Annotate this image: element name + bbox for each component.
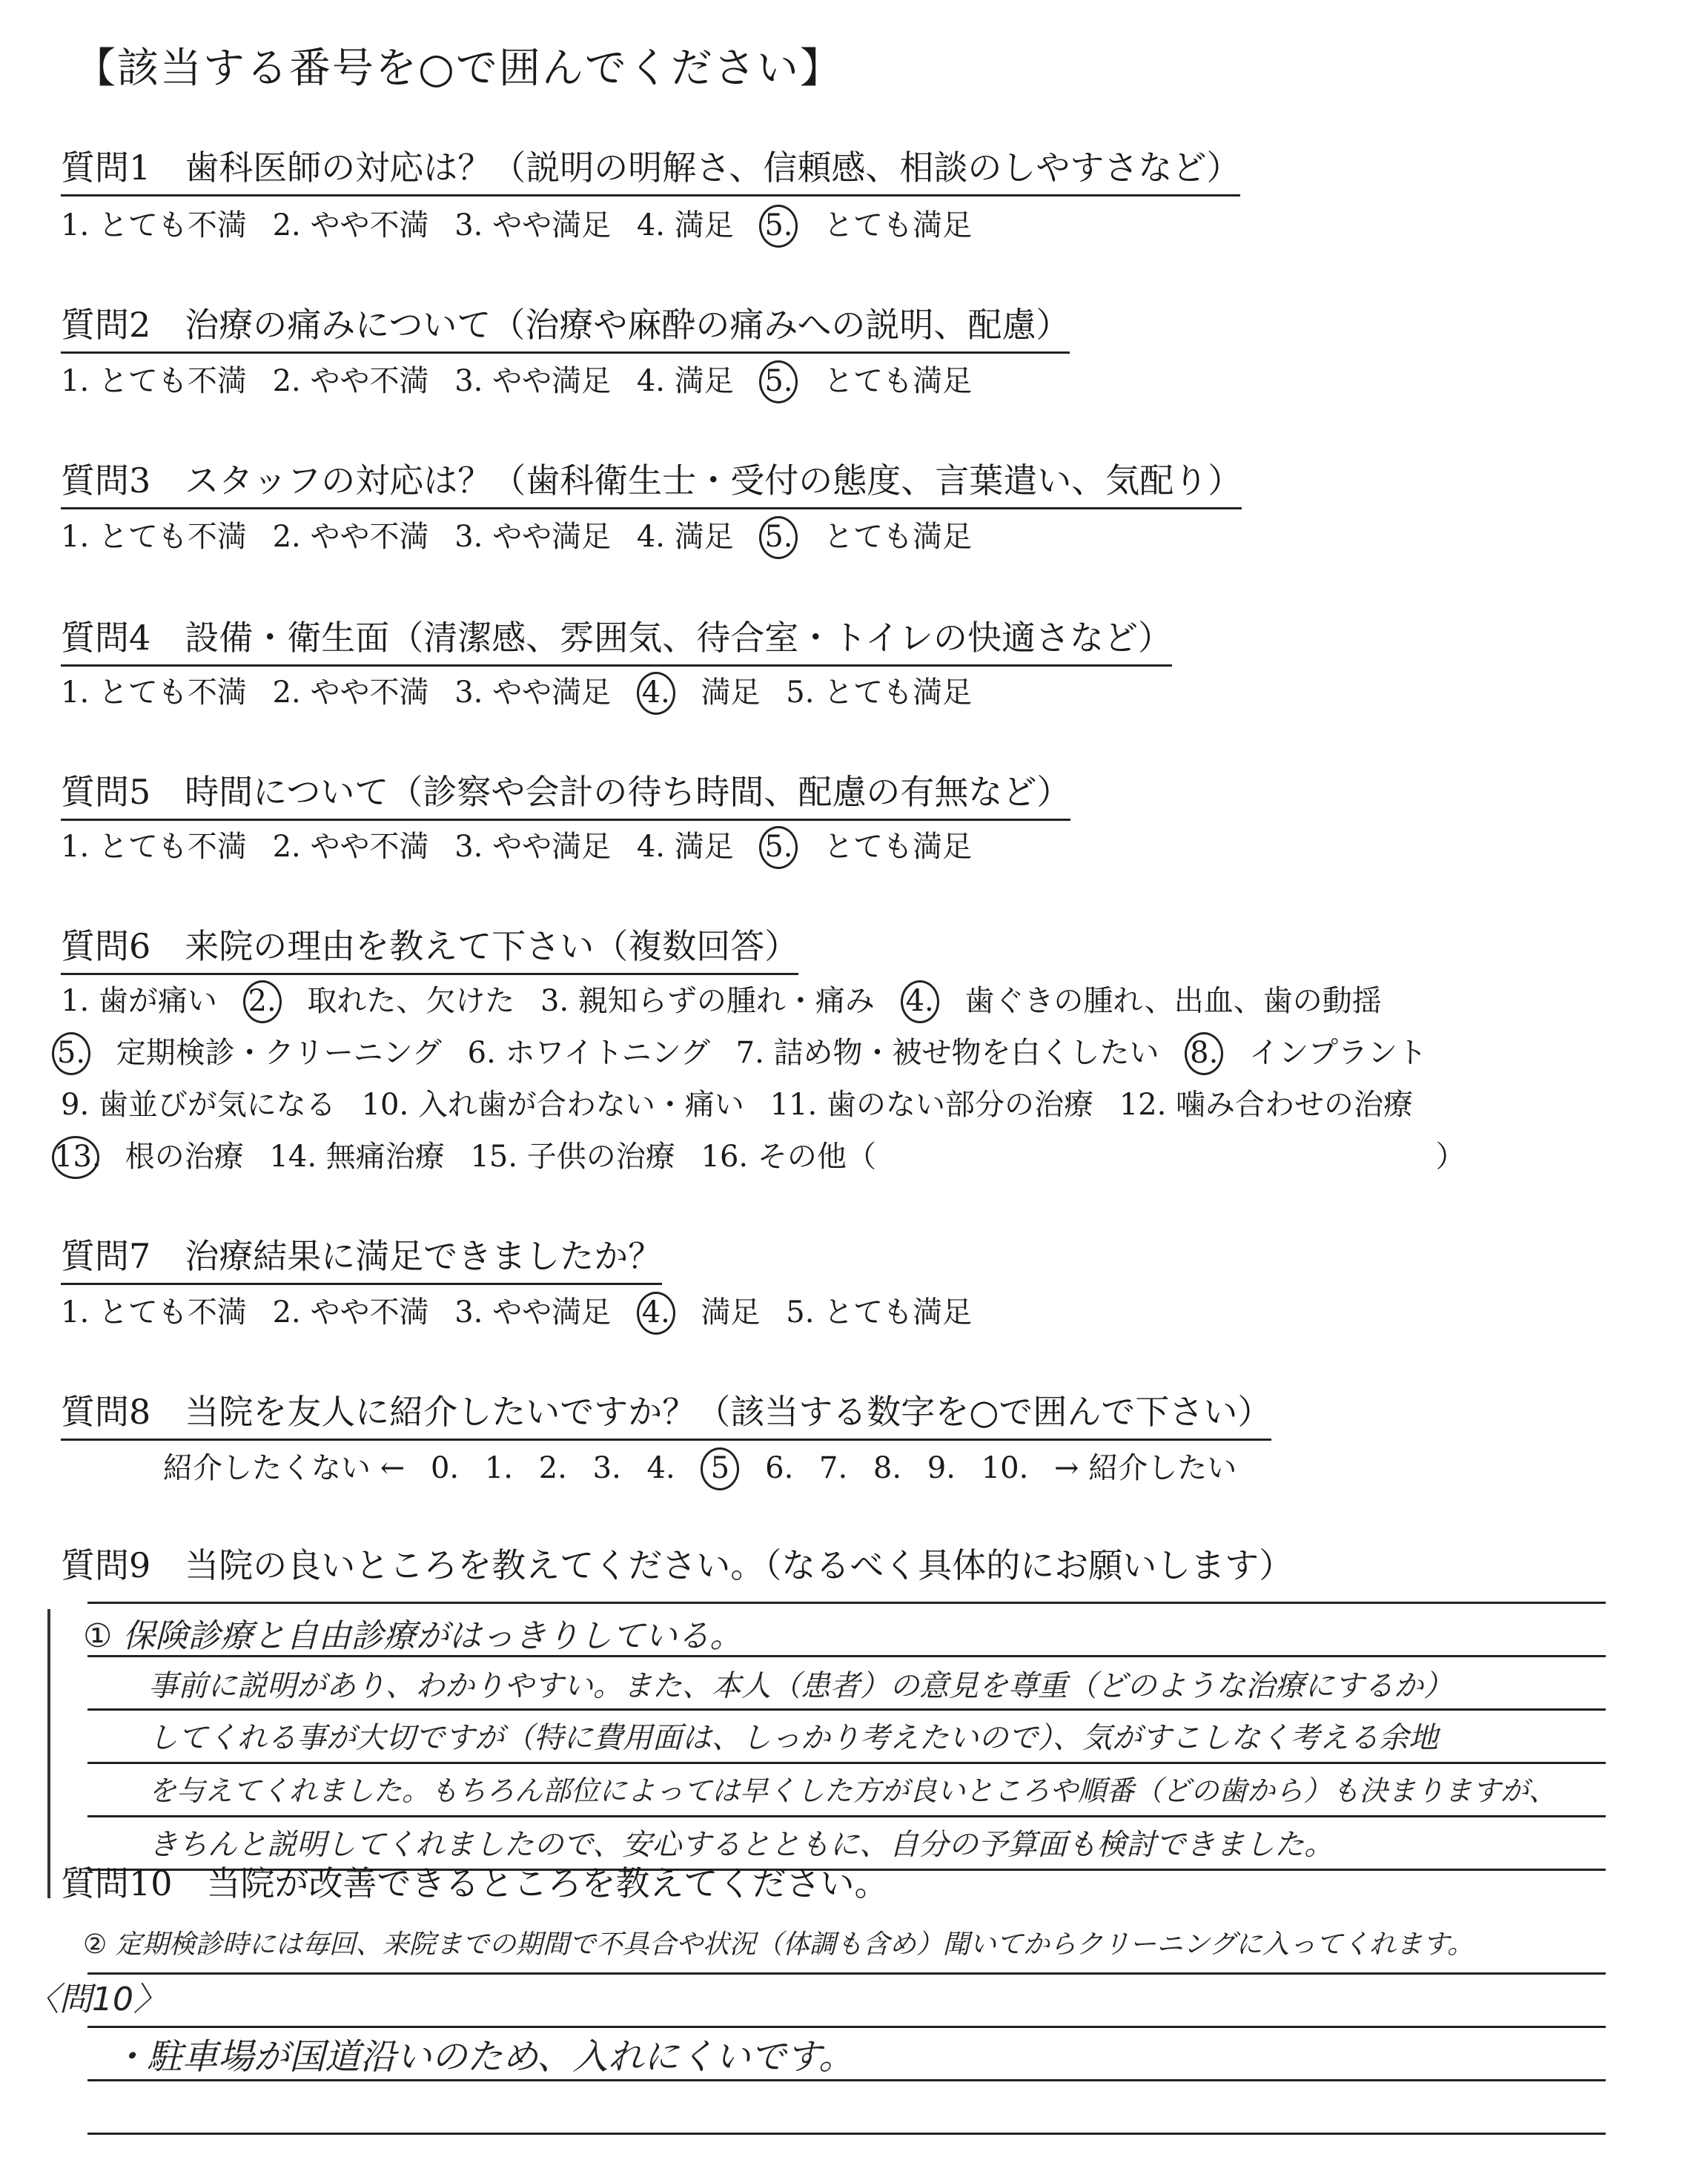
q4-option-4-circled[interactable]: 4. xyxy=(637,672,675,715)
q6-option-4-circled[interactable]: 4. xyxy=(901,980,939,1023)
question-6-row-2 xyxy=(52,1029,1443,1075)
q2-option-2[interactable]: 2. やや不満 xyxy=(272,364,429,398)
question-1-options xyxy=(61,202,988,248)
q8-value-2[interactable]: 2. xyxy=(538,1451,567,1485)
q2-option-4[interactable]: 4. 満足 xyxy=(636,364,734,398)
q5-option-1[interactable]: 1. とても不満 xyxy=(61,830,247,864)
q7-option-5[interactable]: 5. とても満足 xyxy=(786,1295,973,1330)
q3-option-5-label[interactable]: とても満足 xyxy=(824,520,973,554)
question-5-title: 質問5 時間について（診察や会計の待ち時間、配慮の有無など） xyxy=(61,765,1070,821)
q6-option-8-circled[interactable]: 8. xyxy=(1185,1032,1223,1075)
handwritten-bracket xyxy=(47,1609,50,1898)
q6-option-8-label[interactable]: インプラント xyxy=(1248,1036,1427,1070)
answer-line xyxy=(87,1762,1606,1764)
q10-handwritten-label: 〈問10〉 xyxy=(27,1981,166,2018)
q6-option-3[interactable]: 3. 親知らずの腫れ・痛み xyxy=(540,984,875,1018)
answer-line xyxy=(87,1602,1606,1604)
q1-option-5-label[interactable]: とても満足 xyxy=(824,208,973,242)
question-2-options xyxy=(61,357,988,403)
q1-option-3[interactable]: 3. やや満足 xyxy=(454,208,612,242)
q7-option-4-label[interactable]: 満足 xyxy=(701,1295,761,1330)
q3-option-2[interactable]: 2. やや不満 xyxy=(272,520,429,554)
question-10-title: 質問10 当院が改善できるところを教えてください。 xyxy=(61,1863,889,1903)
q2-option-5-label[interactable]: とても満足 xyxy=(824,364,973,398)
q4-option-1[interactable]: 1. とても不満 xyxy=(61,676,247,710)
q8-value-0[interactable]: 0. xyxy=(430,1451,460,1485)
q4-option-5[interactable]: 5. とても満足 xyxy=(786,676,973,710)
question-2-title: 質問2 治療の痛みについて（治療や麻酔の痛みへの説明、配慮） xyxy=(61,298,1070,354)
q9-handwritten-line-2: 事前に説明があり、わかりやすい。また、本人（患者）の意見を尊重（どのような治療にするか） xyxy=(148,1669,1453,1703)
question-7-options xyxy=(61,1289,988,1335)
q3-option-5-circled[interactable]: 5. xyxy=(759,516,798,559)
question-4-options xyxy=(61,669,988,715)
q8-value-6[interactable]: 6. xyxy=(765,1451,794,1485)
q6-option-11[interactable]: 11. 歯のない部分の治療 xyxy=(769,1088,1093,1122)
q5-option-3[interactable]: 3. やや満足 xyxy=(454,830,612,864)
q7-option-2[interactable]: 2. やや不満 xyxy=(272,1295,429,1330)
q4-option-4-label[interactable]: 満足 xyxy=(701,676,761,710)
q6-option-12[interactable]: 12. 噛み合わせの治療 xyxy=(1119,1088,1414,1122)
q3-option-4[interactable]: 4. 満足 xyxy=(636,520,734,554)
question-6-title: 質問6 来院の理由を教えて下さい（複数回答） xyxy=(61,919,798,975)
q7-option-4-circled[interactable]: 4. xyxy=(637,1292,675,1335)
q4-option-3[interactable]: 3. やや満足 xyxy=(454,676,612,710)
q6-option-16-close: ） xyxy=(1435,1140,1466,1174)
q5-option-4[interactable]: 4. 満足 xyxy=(636,830,734,864)
question-3-title: 質問3 スタッフの対応は？（歯科衛生士・受付の態度、言葉遣い、気配り） xyxy=(61,454,1242,509)
question-6-row-4 xyxy=(52,1133,1482,1179)
q7-option-3[interactable]: 3. やや満足 xyxy=(454,1295,612,1330)
question-9-title: 質問9 当院の良いところを教えてください。（なるべく具体的にお願いします） xyxy=(61,1545,1294,1585)
q3-option-1[interactable]: 1. とても不満 xyxy=(61,520,247,554)
q5-option-2[interactable]: 2. やや不満 xyxy=(272,830,429,864)
q6-option-6[interactable]: 6. ホワイトニング xyxy=(467,1036,710,1070)
question-7-title: 質問7 治療結果に満足できましたか？ xyxy=(61,1229,662,1285)
question-6-row-3 xyxy=(61,1081,1429,1123)
page-title: 【該当する番号を○で囲んでください】 xyxy=(74,44,843,93)
q8-value-3[interactable]: 3. xyxy=(592,1451,621,1485)
q8-value-8[interactable]: 8. xyxy=(873,1451,902,1485)
q3-option-3[interactable]: 3. やや満足 xyxy=(454,520,612,554)
q5-option-5-label[interactable]: とても満足 xyxy=(824,830,973,864)
q6-option-1[interactable]: 1. 歯が痛い xyxy=(61,984,217,1018)
q8-value-4[interactable]: 4. xyxy=(646,1451,675,1485)
question-1-title: 質問1 歯科医師の対応は？（説明の明解さ、信頼感、相談のしやすさなど） xyxy=(61,141,1240,196)
q2-option-5-circled[interactable]: 5. xyxy=(759,360,798,403)
q6-option-4-label[interactable]: 歯ぐきの腫れ、出血、歯の動揺 xyxy=(964,984,1382,1018)
q8-value-5-circled[interactable]: 5 xyxy=(701,1447,739,1490)
question-6-row-1 xyxy=(61,977,1398,1023)
question-3-options xyxy=(61,513,988,559)
q8-value-7[interactable]: 7. xyxy=(819,1451,848,1485)
q8-value-10[interactable]: 10. xyxy=(981,1451,1029,1485)
q6-option-5-circled[interactable]: 5. xyxy=(52,1032,90,1075)
q8-left-label: 紹介したくない ← xyxy=(163,1451,406,1485)
q7-option-1[interactable]: 1. とても不満 xyxy=(61,1295,247,1330)
q8-value-1[interactable]: 1. xyxy=(484,1451,514,1485)
q1-option-2[interactable]: 2. やや不満 xyxy=(272,208,429,242)
answer-line xyxy=(87,2079,1606,2081)
answer-line xyxy=(87,1708,1606,1711)
q6-option-13-circled[interactable]: 13. xyxy=(52,1136,99,1179)
q6-option-14[interactable]: 14. 無痛治療 xyxy=(269,1140,445,1174)
answer-line xyxy=(87,2133,1606,2135)
q6-option-16[interactable]: 16. その他（ xyxy=(701,1140,876,1174)
answer-line xyxy=(87,1815,1606,1817)
question-4-title: 質問4 設備・衛生面（清潔感、雰囲気、待合室・トイレの快適さなど） xyxy=(61,611,1172,667)
q4-option-2[interactable]: 2. やや不満 xyxy=(272,676,429,710)
q6-option-13-label[interactable]: 根の治療 xyxy=(125,1140,244,1174)
q1-option-5-circled[interactable]: 5. xyxy=(759,205,798,248)
q6-option-7[interactable]: 7. 詰め物・被せ物を白くしたい xyxy=(735,1036,1159,1070)
q10-handwritten-line-2: ・駐車場が国道沿いのため、入れにくいです。 xyxy=(111,2036,855,2078)
q6-option-10[interactable]: 10. 入れ歯が合わない・痛い xyxy=(361,1088,744,1122)
q1-option-1[interactable]: 1. とても不満 xyxy=(61,208,247,242)
q1-option-4[interactable]: 4. 満足 xyxy=(636,208,734,242)
q8-value-9[interactable]: 9. xyxy=(927,1451,956,1485)
q6-option-2-circled[interactable]: 2. xyxy=(243,980,282,1023)
question-8-title: 質問8 当院を友人に紹介したいですか？（該当する数字を○で囲んで下さい） xyxy=(61,1385,1271,1441)
q2-option-3[interactable]: 3. やや満足 xyxy=(454,364,612,398)
q6-option-2-label[interactable]: 取れた、欠けた xyxy=(307,984,515,1018)
q6-option-9[interactable]: 9. 歯並びが気になる xyxy=(61,1088,336,1122)
q6-option-15[interactable]: 15. 子供の治療 xyxy=(470,1140,675,1174)
answer-line xyxy=(87,1972,1606,1975)
q9-handwritten-line-1: ① 保険診療と自由診療がはっきりしている。 xyxy=(83,1617,743,1655)
q5-option-5-circled[interactable]: 5. xyxy=(759,826,798,869)
q8-right-label: → 紹介したい xyxy=(1054,1451,1237,1485)
q9-handwritten-line-3: してくれる事が大切ですが（特に費用面は、しっかり考えたいので）、気がすこしなく考える余地 xyxy=(148,1721,1438,1755)
q10-handwritten-line-1: ② 定期検診時には毎回、来院までの期間で不具合や状況（体調も含め）聞いてからクリーニングに入ってくれます。 xyxy=(83,1929,1474,1960)
q6-option-5-label[interactable]: 定期検診・クリーニング xyxy=(116,1036,442,1070)
q9-handwritten-line-4: を与えてくれました。もちろん部位によっては早くした方が良いところや順番（どの歯から）も決まりますが、 xyxy=(148,1774,1558,1807)
question-8-scale xyxy=(163,1444,1253,1490)
q2-option-1[interactable]: 1. とても不満 xyxy=(61,364,247,398)
question-5-options xyxy=(61,823,988,869)
q9-handwritten-line-5: きちんと説明してくれましたので、安心するとともに、自分の予算面も検討できました。 xyxy=(148,1828,1334,1862)
